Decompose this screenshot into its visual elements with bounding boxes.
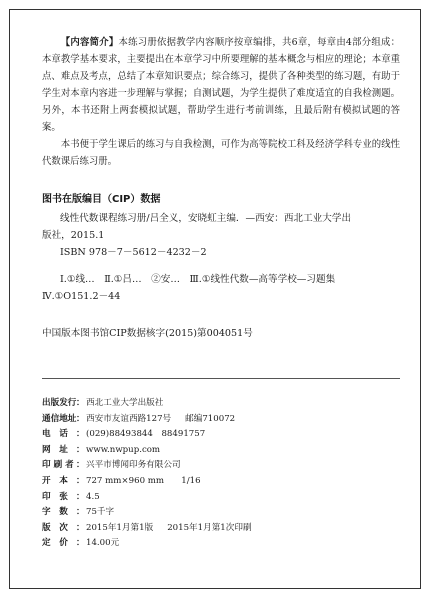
publisher-field-label: 电 话 [42,429,68,440]
publisher-field-label: 印 刷 者 [42,460,74,471]
publisher-field-label: 版 次 [42,522,68,533]
publisher-field-value: 2015年1月第1版 2015年1月第1次印刷 [86,522,252,533]
intro-paragraph-1: 【内容简介】本练习册依据教学内容顺序按章编排，共6章，每章由4部分组成：本章教学基本要求，主要提出在本章学习中所要理解的基本概念与相应的理论；本章重点、难点及考点，总结了本章知识要点；综合练习，提供了各种类型的练习题，有助于学生对本章内容进一步理解与掌握；自测试题，为学生提供了难度适宜的自我检测题。另外，本书还附上两套模拟试题，帮助学生进行考前训练，且最后附有模拟试题的答案。 [42,37,400,133]
publisher-field-value: 西北工业大学出版社 [86,398,164,408]
publisher-row: 网 址 ： www.nwpup.com [42,443,400,459]
cip-data-block [42,191,400,305]
publisher-field-value: 14.00元 [86,538,120,549]
publisher-field-value: 75千字 [86,507,115,518]
cip-classification-1: Ⅰ.①线… Ⅱ.①吕… ②安… Ⅲ.①线性代数—高等学校—习题集 [60,274,336,285]
publisher-row: 通信地址 ： 西安市友谊西路127号 邮编710072 [42,412,400,428]
publisher-row: 定 价 ： 14.00元 [42,536,400,552]
publisher-row: 开 本 ： 727 mm×960 mm 1/16 [42,474,400,490]
cip-isbn: ISBN 978－7－5612－4232－2 [60,247,207,258]
publisher-field-value: 727 mm×960 mm 1/16 [86,475,201,486]
publisher-field-label: 印 张 [42,491,68,502]
intro-tag: 【内容简介】 [60,37,119,48]
publisher-info [42,396,400,552]
publisher-field-label: 出版发行 [42,398,77,408]
cip-classification-2: Ⅳ.①O151.2－44 [42,291,121,302]
publisher-field-label: 定 价 [42,538,68,549]
publisher-field-value: (029)88493844 88491757 [86,429,206,440]
cip-number: 中国版本图书馆CIP数据核字(2015)第004051号 [42,328,253,339]
publisher-row: 版 次 ： 2015年1月第1版 2015年1月第1次印刷 [42,521,400,537]
publisher-field-value: www.nwpup.com [86,444,161,455]
publisher-field-value: 西安市友谊西路127号 邮编710072 [86,413,236,424]
publisher-field-label: 字 数 [42,507,68,518]
publisher-row: 电 话 ： (029)88493844 88491757 [42,427,400,443]
publisher-row: 印 张 ： 4.5 [42,490,400,506]
publisher-field-label: 开 本 [42,475,68,486]
publisher-field-label: 网 址 [42,444,68,455]
cip-title-line-2: 版社，2015.1 [42,230,105,241]
publisher-row: 印 刷 者 ： 兴平市博闻印务有限公司 [42,458,400,474]
publisher-row: 字 数 ： 75千字 [42,505,400,521]
publisher-field-value: 兴平市博闻印务有限公司 [86,460,181,471]
publisher-row: 出版发行 ： 西北工业大学出版社 [42,396,400,412]
divider-line [42,378,400,379]
publisher-field-value: 4.5 [86,491,100,502]
cip-heading: 图书在版编目（CIP）数据 [42,194,161,205]
publisher-field-label: 通信地址 [42,413,77,424]
content-introduction [42,34,400,170]
intro-paragraph-2: 本书便于学生课后的练习与自我检测，可作为高等院校工科及经济学科专业的线性代数课后练习册。 [42,139,400,167]
cip-title-line: 线性代数课程练习册/吕全义，安晓虹主编．—西安：西北工业大学出 [60,213,352,224]
